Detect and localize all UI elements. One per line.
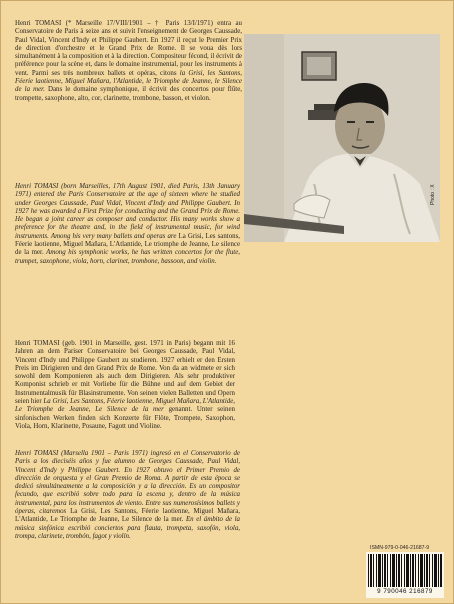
english-paragraph: Henri TOMASI (born Marseilles, 17th August 1901, died Paris, 13th January 1971) entered the Paris Conservatoire at the age of sixteen where he studied under Georges Caussade, Paul Vidal, Vincent d'Indy and Philippe Gaubert. In 1927 he was awarded a First Prize for conducting and the Grand Prix de Rome. He began a joint career as composer and conductor. His many works show a preference for the theatre and, in the field of instrumental music, for wind instruments. Among his very many ballets and operas are La Grisi, Les santons, Féerie laotienne, Miguel Mañara, L'Atlantide, Le triomphe de Jeanne, Le silence de la mer. Among his symphonic works, he has written concertos for the flute, trumpet, saxophone, viola, horn, clarinet, trombone, bassoon, and violin.: [15, 183, 240, 265]
french-works-list: la Grisi, les Santons, Féerie laotienne, Miguel Mañara, l'Atlantide, le Triomphe de Jeanne, le Silence de la mer.: [15, 69, 242, 94]
barcode: [366, 552, 444, 598]
photo-credit: Photo : X: [430, 184, 436, 205]
portrait-illustration: [244, 34, 440, 242]
spanish-works-list: La Grisi, Les Santons, Féerie laotienne, Miguel Mañara, L'Atlantide, Le Triomphe de Jeanne, Le Silence de la mer.: [15, 508, 240, 524]
barcode-number: 9 790046 216879: [377, 588, 433, 595]
german-paragraph: Henri TOMASI (geb. 1901 in Marseille, gest. 1971 in Paris) begann mit 16 Jahren an dem Pariser Conservatoire bei Georges Caussade, Paul Vidal, Vincent d'Indy und Philippe Gaubert zu studieren. 1927 erhielt er den Ersten Preis im Dirigieren und den Grand Prix de Rome. Von da an widmete er sich sowohl dem Komponieren als auch dem Dirigieren. Als sehr produktiver Komponist schrieb er mit Vorliebe für die Bühne und auf dem Gebiet der Instrumentalmusik für Blasinstrumente. Von seinen vielen Balletten und Opern seien hier La Grisi, Les Santons, Féerie laotienne, Miguel Mañara, L'Atlantide, Le Triomphe de Jeanne, Le Silence de la mer genannt. Unter seinen sinfonischen Werken finden sich Konzerte für Flöte, Trompete, Saxophon, Viola, Horn, Klarinette, Posaune, Fagott und Violine.: [15, 340, 235, 430]
spanish-biography: [15, 450, 240, 541]
french-paragraph: Henri TOMASI (* Marseille 17/VIII/1901 – † Paris 13/I/1971) entra au Conservatoire de Paris à seize ans et suivit l'enseignement de Georges Caussade, Paul Vidal, Vincent d'Indy et Philippe Gaubert. En 1927 il reçut le Premier Prix de direction d'orchestre et le Grand Prix de Rome. Il se voua dès lors simultanément à la composition et à la direction. Compositeur fécond, il écrivit de préférence pour la scène et, dans le domaine instrumental, pour les instruments à vent. Parmi ses très nombreux ballets et opéras, citons la Grisi, les Santons, Féerie laotienne, Miguel Mañara, l'Atlantide, le Triomphe de Jeanne, le Silence de la mer. Dans le domaine symphonique, il écrivit des concertos pour flûte, trompette, saxophone, alto, cor, clarinette, trombone, basson, et violon.: [15, 20, 242, 102]
english-works-list: La Grisi, Les santons, Féerie laotienne, Miguel Mañara, L'Atlantide, Le triomphe de Jeanne, Le silence de la mer.: [15, 232, 240, 257]
german-biography: [15, 340, 235, 431]
german-works-list: La Grisi, Les Santons, Féerie laotienne, Miguel Mañara, L'Atlantide, Le Triomphe de Jeanne, Le Silence de la mer: [15, 398, 235, 414]
spanish-paragraph: Henri TOMASI (Marsella 1901 – Paris 1971) ingresó en el Conservatorio de Paris a los dieciséis años y fue alumno de Georges Caussade, Paul Vidal, Vincent d'Indy y Philippe Gaubert. En 1927 obtuvo el Primer Premio de dirección de orquesta y el Gran Premio de Roma. A partir de esta época se dedicó simultáneamente a la composición y a la dirección. Es un compositor fecundo, que escribió sobre todo para la escena y, dentro de la música instrumental, para los instrumentos de viento. Entre sus numerosísimos ballets y óperas, citaremos La Grisi, Les Santons, Féerie laotienne, Miguel Mañara, L'Atlantide, Le Triomphe de Jeanne, Le Silence de la mer. En el ámbito de la música sinfónica escribió conciertos para flauta, trompeta, saxofón, viola, trompa, clarinete, trombón, fagot y violín.: [15, 450, 240, 540]
composer-photo: [244, 34, 440, 242]
french-biography: [15, 20, 242, 103]
barcode-bars: [368, 554, 442, 587]
english-biography: [15, 183, 240, 266]
ismn-code: ISMN-979-0-046-21687-9: [370, 545, 430, 551]
